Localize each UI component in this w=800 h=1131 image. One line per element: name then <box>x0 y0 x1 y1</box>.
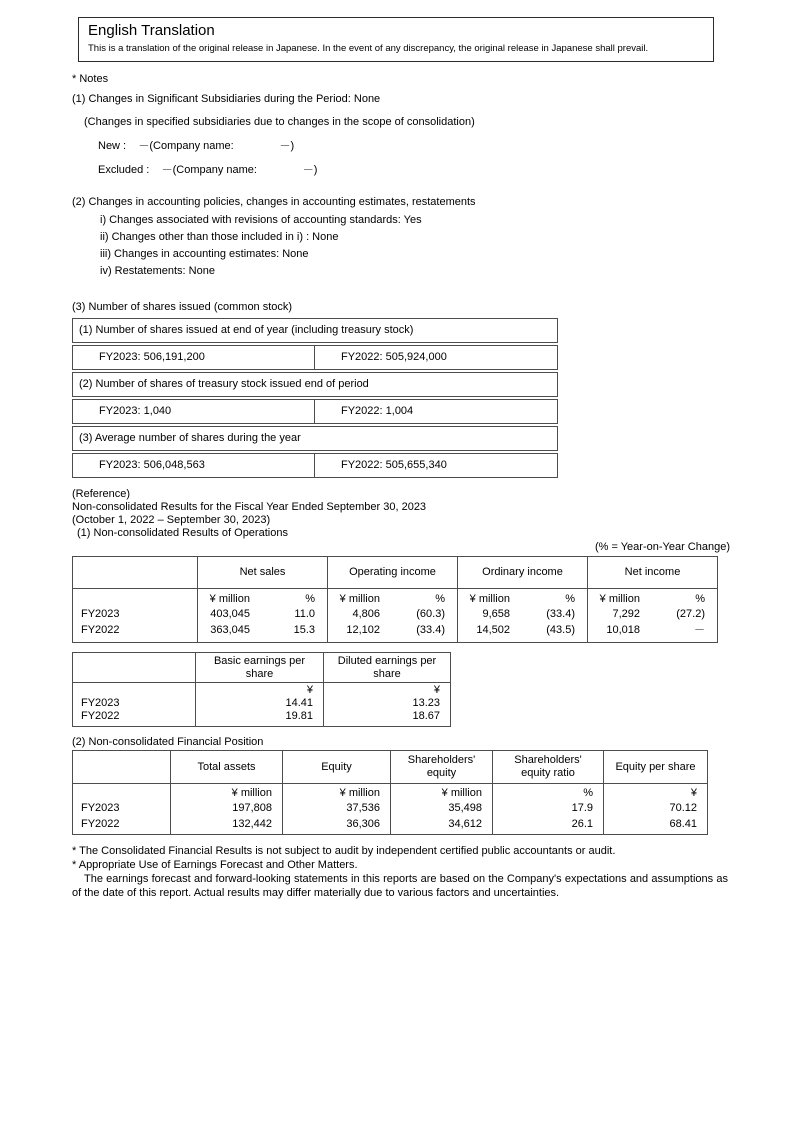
value-amount: 7,292 <box>612 608 640 620</box>
footer-notes <box>72 844 728 900</box>
value-percent: － <box>694 624 705 636</box>
shares-fy2023-cell: FY2023: 506,048,563 <box>73 454 315 477</box>
value-amount: 36,306 <box>283 816 391 835</box>
financial-position-table <box>72 750 708 835</box>
forecast-paragraph: The earnings forecast and forward-looking statements in this reports are based on the Company's expectations and assumptions as of the date of this report. Actual results may differ materially due to various factors and uncertainties. <box>72 873 728 899</box>
note-accounting-item-1: i) Changes associated with revisions of accounting standards: Yes <box>100 214 422 226</box>
unit-yen: ¥ <box>324 683 451 698</box>
table-row <box>73 816 708 835</box>
note-subsidiaries-detail: (Changes in specified subsidiaries due to changes in the scope of consolidation) <box>84 116 475 128</box>
yoy-note: (% = Year-on-Year Change) <box>594 541 730 553</box>
unit-amount: ¥ million <box>171 784 283 801</box>
note-subsidiaries: (1) Changes in Significant Subsidiaries during the Period: None <box>72 93 381 105</box>
value-percent: 11.0 <box>294 608 315 620</box>
unit-amount: ¥ million <box>283 784 391 801</box>
column-header: Operating income <box>328 557 458 589</box>
value-amount: 4,806 <box>352 608 380 620</box>
value-amount: 19.81 <box>196 710 324 727</box>
reference-title: Non-consolidated Results for the Fiscal Year Ended September 30, 2023 <box>72 501 427 513</box>
unit-yen: ¥ <box>604 784 708 801</box>
value-amount: 37,536 <box>283 800 391 816</box>
units-row <box>73 784 708 801</box>
note-accounting: (2) Changes in accounting policies, changes in accounting estimates, restatements <box>72 196 476 208</box>
results-of-operations-table <box>72 556 718 643</box>
column-header: Equity per share <box>615 760 696 773</box>
value-amount: 14,502 <box>476 624 510 636</box>
units-row <box>73 683 451 698</box>
value-amount: 9,658 <box>482 608 510 620</box>
row-label <box>73 683 196 698</box>
value-amount: 68.41 <box>604 816 708 835</box>
table-row <box>72 399 558 424</box>
note-shares-heading: (3) Number of shares issued (common stock) <box>72 301 293 313</box>
table-row <box>73 697 451 710</box>
value-amount: 13.23 <box>324 697 451 710</box>
column-header: Equity <box>321 760 352 773</box>
shares-section-header: (3) Average number of shares during the year <box>72 426 558 451</box>
shares-section-header: (2) Number of shares of treasury stock issued end of period <box>72 372 558 397</box>
value-percent: (43.5) <box>546 624 575 636</box>
financial-position-title: (2) Non-consolidated Financial Position <box>72 736 264 748</box>
row-label: FY2023 <box>73 697 196 710</box>
table-header-row <box>73 751 708 784</box>
corner-cell <box>73 751 171 784</box>
value-amount: 132,442 <box>171 816 283 835</box>
unit-percent: % <box>695 593 705 605</box>
value-amount: 363,045 <box>210 624 250 636</box>
row-label: FY2022 <box>73 816 171 835</box>
document-title: English Translation <box>88 22 215 39</box>
corner-cell <box>73 653 196 683</box>
note-excluded-line: Excluded : －(Company name: －) <box>98 164 318 176</box>
unit-yen: ¥ <box>196 683 324 698</box>
row-label: FY2022 <box>73 710 196 727</box>
value-amount: 34,612 <box>391 816 493 835</box>
value-amount: 70.12 <box>604 800 708 816</box>
value-amount: 17.9 <box>493 800 604 816</box>
column-header: Net income <box>588 557 718 589</box>
reference-section <box>72 488 730 554</box>
shares-fy2022-cell: FY2022: 1,004 <box>341 405 414 417</box>
column-header: Shareholders' equity ratio <box>514 754 582 779</box>
value-percent: (60.3) <box>416 608 445 620</box>
note-accounting-item-3: iii) Changes in accounting estimates: None <box>100 248 309 260</box>
forecast-note: * Appropriate Use of Earnings Forecast and Other Matters. <box>72 859 358 871</box>
reference-label: (Reference) <box>72 488 131 500</box>
unit-percent: % <box>565 593 575 605</box>
value-amount: 10,018 <box>606 624 640 636</box>
value-percent: 15.3 <box>293 624 315 636</box>
value-percent: (27.2) <box>676 608 705 620</box>
column-header: Net sales <box>198 557 328 589</box>
eps-table <box>72 652 451 727</box>
unit-amount: ¥ million <box>209 593 250 605</box>
table-row <box>73 606 718 622</box>
value-amount: 26.1 <box>493 816 604 835</box>
notes-section <box>72 73 732 314</box>
unit-percent: % <box>493 784 604 801</box>
row-label <box>73 784 171 801</box>
column-header: Ordinary income <box>458 557 588 589</box>
shares-table <box>72 318 558 480</box>
value-amount: 14.41 <box>196 697 324 710</box>
table-header-row <box>73 653 451 683</box>
corner-cell <box>73 557 198 589</box>
english-translation-box <box>78 17 714 62</box>
value-amount: 197,808 <box>171 800 283 816</box>
row-label: FY2022 <box>73 622 198 643</box>
notes-heading: * Notes <box>72 73 109 85</box>
value-amount: 12,102 <box>346 624 380 636</box>
column-header: Total assets <box>197 760 256 773</box>
note-new-line: New : －(Company name: －) <box>98 140 295 152</box>
row-label <box>73 589 198 607</box>
reference-period: (October 1, 2022 – September 30, 2023) <box>72 514 271 526</box>
value-percent: (33.4) <box>416 624 445 636</box>
note-accounting-item-4: iv) Restatements: None <box>100 265 215 277</box>
audit-note: * The Consolidated Financial Results is not subject to audit by independent certified public accountants or audit. <box>72 845 616 857</box>
unit-amount: ¥ million <box>391 784 493 801</box>
shares-section-header: (1) Number of shares issued at end of year (including treasury stock) <box>72 318 558 343</box>
column-header: Diluted earnings per share <box>337 654 437 680</box>
column-header: Basic earnings per share <box>213 654 306 680</box>
column-header: Shareholders' equity <box>407 754 476 779</box>
value-amount: 35,498 <box>391 800 493 816</box>
shares-fy2023-cell: FY2023: 506,191,200 <box>73 346 315 369</box>
table-row <box>72 345 558 370</box>
table-header-row <box>73 557 718 589</box>
shares-fy2022-cell: FY2022: 505,924,000 <box>341 351 447 363</box>
reference-subtitle: (1) Non-consolidated Results of Operations <box>77 527 288 539</box>
unit-amount: ¥ million <box>469 593 510 605</box>
unit-amount: ¥ million <box>339 593 380 605</box>
table-row <box>72 453 558 478</box>
unit-percent: % <box>305 593 315 605</box>
units-row <box>73 589 718 607</box>
value-amount: 18.67 <box>324 710 451 727</box>
table-row <box>73 622 718 643</box>
translation-disclaimer: This is a translation of the original release in Japanese. In the event of any discrepancy, the original release in Japanese shall prevail. <box>88 43 649 54</box>
table-row <box>73 710 451 727</box>
row-label: FY2023 <box>73 800 171 816</box>
note-accounting-item-2: ii) Changes other than those included in i) : None <box>100 231 339 243</box>
shares-fy2022-cell: FY2022: 505,655,340 <box>341 459 447 471</box>
value-percent: (33.4) <box>546 608 575 620</box>
shares-fy2023-cell: FY2023: 1,040 <box>73 400 315 423</box>
unit-amount: ¥ million <box>599 593 640 605</box>
row-label: FY2023 <box>73 606 198 622</box>
unit-percent: % <box>435 593 445 605</box>
table-row <box>73 800 708 816</box>
value-amount: 403,045 <box>210 608 250 620</box>
